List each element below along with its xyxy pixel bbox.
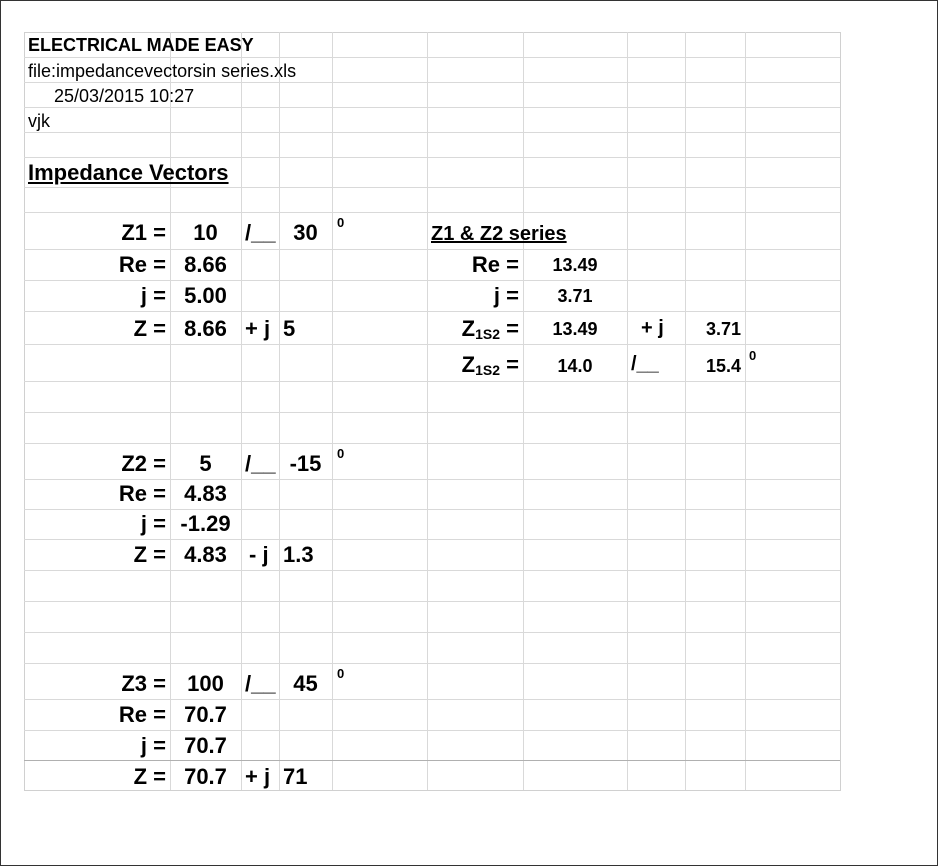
gridline xyxy=(24,344,840,345)
series-polar-angle: 15.4 xyxy=(705,356,741,376)
gridline xyxy=(685,32,686,790)
gridline xyxy=(745,32,746,790)
z2-re-label: Re = xyxy=(118,481,166,506)
gridline xyxy=(241,32,242,790)
z3-j-value: 70.7 xyxy=(184,733,227,758)
z1-rect-re: 8.66 xyxy=(184,316,227,341)
z2-rect-im: 1.3 xyxy=(283,542,314,567)
z1-j-value: 5.00 xyxy=(184,283,227,308)
series-title: Z1 & Z2 series xyxy=(431,223,567,245)
z2-degree: 0 xyxy=(337,446,345,461)
file-name: file:impedancevectorsin series.xls xyxy=(28,61,297,81)
gridline xyxy=(24,157,840,158)
gridline xyxy=(24,699,840,700)
z3-magnitude: 100 xyxy=(187,671,224,696)
gridline xyxy=(24,663,840,664)
gridline xyxy=(24,107,840,108)
gridline xyxy=(24,443,840,444)
z2-rect-re: 4.83 xyxy=(184,542,227,567)
gridline xyxy=(24,509,840,510)
z1-rect-sign: + j xyxy=(245,316,271,341)
gridline xyxy=(332,32,333,790)
z2-re-value: 4.83 xyxy=(184,481,227,506)
z3-degree: 0 xyxy=(337,666,345,681)
z2-label: Z2 = xyxy=(121,451,166,476)
series-re-label: Re = xyxy=(471,252,519,277)
gridline xyxy=(427,32,428,790)
gridline xyxy=(24,57,840,58)
z3-rect-sign: + j xyxy=(245,764,271,789)
z1-angle-symbol: /__ xyxy=(245,220,276,245)
series-polar-mag: 14.0 xyxy=(557,356,593,376)
series-polar-label: $Z_{1S2}$ = xyxy=(461,352,519,378)
series-rect-re: 13.49 xyxy=(552,319,598,339)
z3-re-label: Re = xyxy=(118,702,166,727)
z2-angle: -15 xyxy=(289,451,322,476)
gridline xyxy=(24,730,840,731)
gridline xyxy=(24,601,840,602)
date-time: 25/03/2015 10:27 xyxy=(54,86,195,106)
gridline xyxy=(24,187,840,188)
z1-re-value: 8.66 xyxy=(184,252,227,277)
z3-rect-im: 71 xyxy=(283,764,308,789)
gridline xyxy=(24,632,840,633)
series-rect-im: 3.71 xyxy=(705,319,741,339)
z2-magnitude: 5 xyxy=(199,451,212,476)
gridline xyxy=(24,381,840,382)
z1-magnitude: 10 xyxy=(193,220,218,245)
z3-re-value: 70.7 xyxy=(184,702,227,727)
z3-angle: 45 xyxy=(293,671,318,696)
gridline xyxy=(627,32,628,790)
z1-rect-im: 5 xyxy=(283,316,296,341)
gridline xyxy=(24,539,840,540)
gridline xyxy=(24,212,840,213)
z1-j-label: j = xyxy=(140,283,166,308)
z1-rect-label: Z = xyxy=(133,316,166,341)
z1-degree: 0 xyxy=(337,215,345,230)
z2-rect-label: Z = xyxy=(133,542,166,567)
gridline xyxy=(24,311,840,312)
series-rect-sign: + j xyxy=(641,317,664,339)
spreadsheet-grid xyxy=(24,32,840,790)
z3-label: Z3 = xyxy=(121,671,166,696)
gridline xyxy=(24,280,840,281)
section-title: Impedance Vectors xyxy=(28,160,229,185)
z1-angle: 30 xyxy=(293,220,318,245)
series-polar-angle-symbol: /__ xyxy=(631,353,659,375)
z2-j-label: j = xyxy=(140,511,166,536)
gridline xyxy=(24,570,840,571)
series-rect-label: $Z_{1S2}$ = xyxy=(461,316,519,342)
z3-j-label: j = xyxy=(140,733,166,758)
gridline xyxy=(24,132,840,133)
gridline xyxy=(24,412,840,413)
gridline xyxy=(24,249,840,250)
gridline xyxy=(24,760,840,761)
doc-title: ELECTRICAL MADE EASY xyxy=(28,35,254,55)
z1-re-label: Re = xyxy=(118,252,166,277)
series-j-label: j = xyxy=(493,283,519,308)
gridline xyxy=(523,32,524,790)
z3-rect-label: Z = xyxy=(133,764,166,789)
z3-angle-symbol: /__ xyxy=(245,671,276,696)
author: vjk xyxy=(28,111,50,131)
gridline xyxy=(24,82,840,83)
z2-j-value: -1.29 xyxy=(180,511,231,536)
series-j-value: 3.71 xyxy=(557,286,593,306)
series-polar-degree: 0 xyxy=(749,348,757,363)
series-re-value: 13.49 xyxy=(552,255,598,275)
z2-rect-sign: - j xyxy=(249,542,269,567)
z3-rect-re: 70.7 xyxy=(184,764,227,789)
z1-label: Z1 = xyxy=(121,220,166,245)
z2-angle-symbol: /__ xyxy=(245,451,276,476)
gridline xyxy=(24,479,840,480)
